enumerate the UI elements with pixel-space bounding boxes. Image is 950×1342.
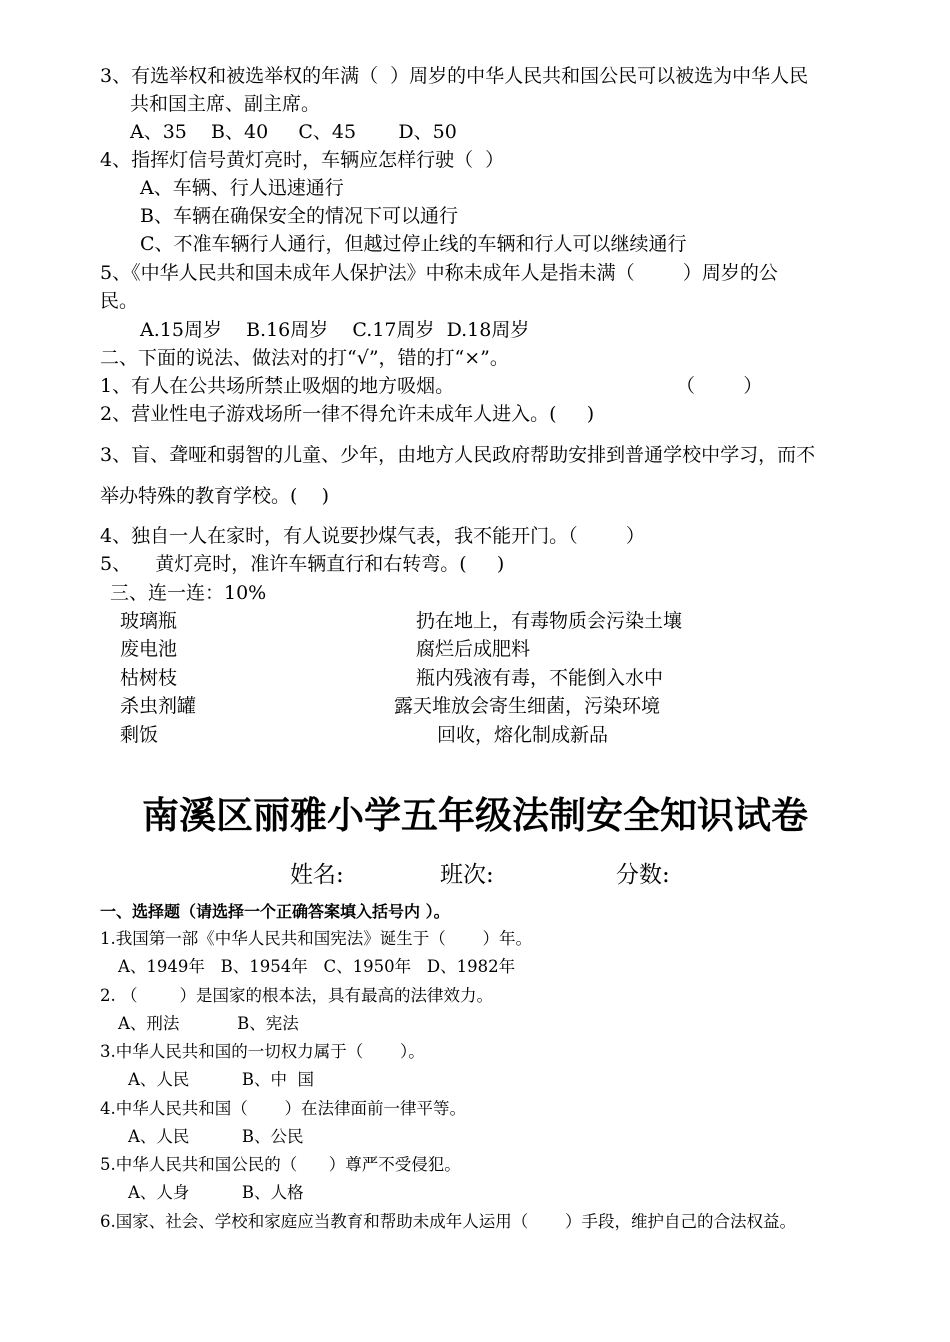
exam-question-2-options: A、刑法 B、宪法	[118, 1014, 299, 1033]
tf-item-1-blank: （ ）	[676, 375, 763, 397]
exam-question-4-options: A、人民 B、公民	[128, 1127, 304, 1146]
tf-item-5: 5、 黄灯亮时，准许车辆直行和右转弯。( )	[100, 553, 505, 575]
exam-question-1-options: A、1949年 B、1954年 C、1950年 D、1982年	[118, 957, 516, 976]
match-left-item: 废电池	[120, 638, 178, 660]
match-right-item: 瓶内残液有毒，不能倒入水中	[416, 667, 664, 689]
question-3-options: A、35 B、40 C、45 D、50	[130, 121, 457, 143]
exam-question-3-options: A、人民 B、中 国	[128, 1070, 314, 1089]
exam-question-4: 4.中华人民共和国（ ）在法律面前一律平等。	[100, 1099, 466, 1118]
match-right-item: 露天堆放会寄生细菌，污染环境	[394, 695, 661, 717]
question-4-option-c: C、不准车辆行人通行，但越过停止线的车辆和行人可以继续通行	[140, 233, 687, 255]
exam-question-5: 5.中华人民共和国公民的（ ）尊严不受侵犯。	[100, 1155, 461, 1174]
exam-question-6: 6.国家、社会、学校和家庭应当教育和帮助未成年人运用（ ）手段，维护自己的合法权益。	[100, 1212, 796, 1231]
section-2-heading: 二、下面的说法、做法对的打“√”，错的打“×”。	[100, 347, 509, 369]
class-label: 班次:	[440, 862, 494, 888]
tf-item-1: 1、有人在公共场所禁止吸烟的地方吸烟。	[100, 375, 455, 397]
match-right-item: 扔在地上，有毒物质会污染土壤	[416, 610, 683, 632]
question-5-options: A.15周岁 B.16周岁 C.17周岁 D.18周岁	[140, 319, 530, 341]
question-4-option-a: A、车辆、行人迅速通行	[140, 177, 344, 199]
tf-item-4: 4、独自一人在家时，有人说要抄煤气表，我不能开门。（ ）	[100, 525, 645, 547]
exam-question-1: 1.我国第一部《中华人民共和国宪法》诞生于（ ）年。	[100, 929, 532, 948]
question-3-text: 3、有选举权和被选举权的年满（ ）周岁的中华人民共和国公民可以被选为中华人民	[100, 65, 809, 87]
name-label: 姓名:	[290, 862, 344, 888]
question-3-text-cont: 共和国主席、副主席。	[130, 93, 321, 115]
question-4-option-b: B、车辆在确保安全的情况下可以通行	[140, 205, 458, 227]
exam-question-3: 3.中华人民共和国的一切权力属于（ ）。	[100, 1042, 425, 1061]
match-left-item: 杀虫剂罐	[120, 695, 197, 717]
match-right-item: 腐烂后成肥料	[416, 638, 531, 660]
tf-item-3: 3、盲、聋哑和弱智的儿童、少年，由地方人民政府帮助安排到普通学校中学习，而不	[100, 444, 816, 466]
part-1-heading: 一、选择题（请选择一个正确答案填入括号内 ）。	[100, 902, 450, 921]
exam-question-2: 2. （ ）是国家的根本法，具有最高的法律效力。	[100, 986, 493, 1005]
score-label: 分数:	[616, 862, 670, 888]
question-5-text-cont: 民。	[100, 290, 139, 312]
match-left-item: 剩饭	[120, 724, 159, 746]
tf-item-3-cont: 举办特殊的教育学校。( )	[100, 485, 329, 507]
question-5-text: 5、《中华人民共和国未成年人保护法》中称未成年人是指未满（ ）周岁的公	[100, 262, 778, 284]
match-right-item: 回收，熔化制成新品	[437, 724, 609, 746]
match-left-item: 玻璃瓶	[120, 610, 178, 632]
match-left-item: 枯树枝	[120, 667, 178, 689]
tf-item-2: 2、营业性电子游戏场所一律不得允许未成年人进入。( )	[100, 403, 595, 425]
exam-question-5-options: A、人身 B、人格	[128, 1183, 304, 1202]
exam-title: 南溪区丽雅小学五年级法制安全知识试卷	[142, 794, 808, 837]
question-4-text: 4、指挥灯信号黄灯亮时，车辆应怎样行驶（ ）	[100, 149, 505, 171]
section-3-heading: 三、连一连：10%	[110, 582, 267, 604]
